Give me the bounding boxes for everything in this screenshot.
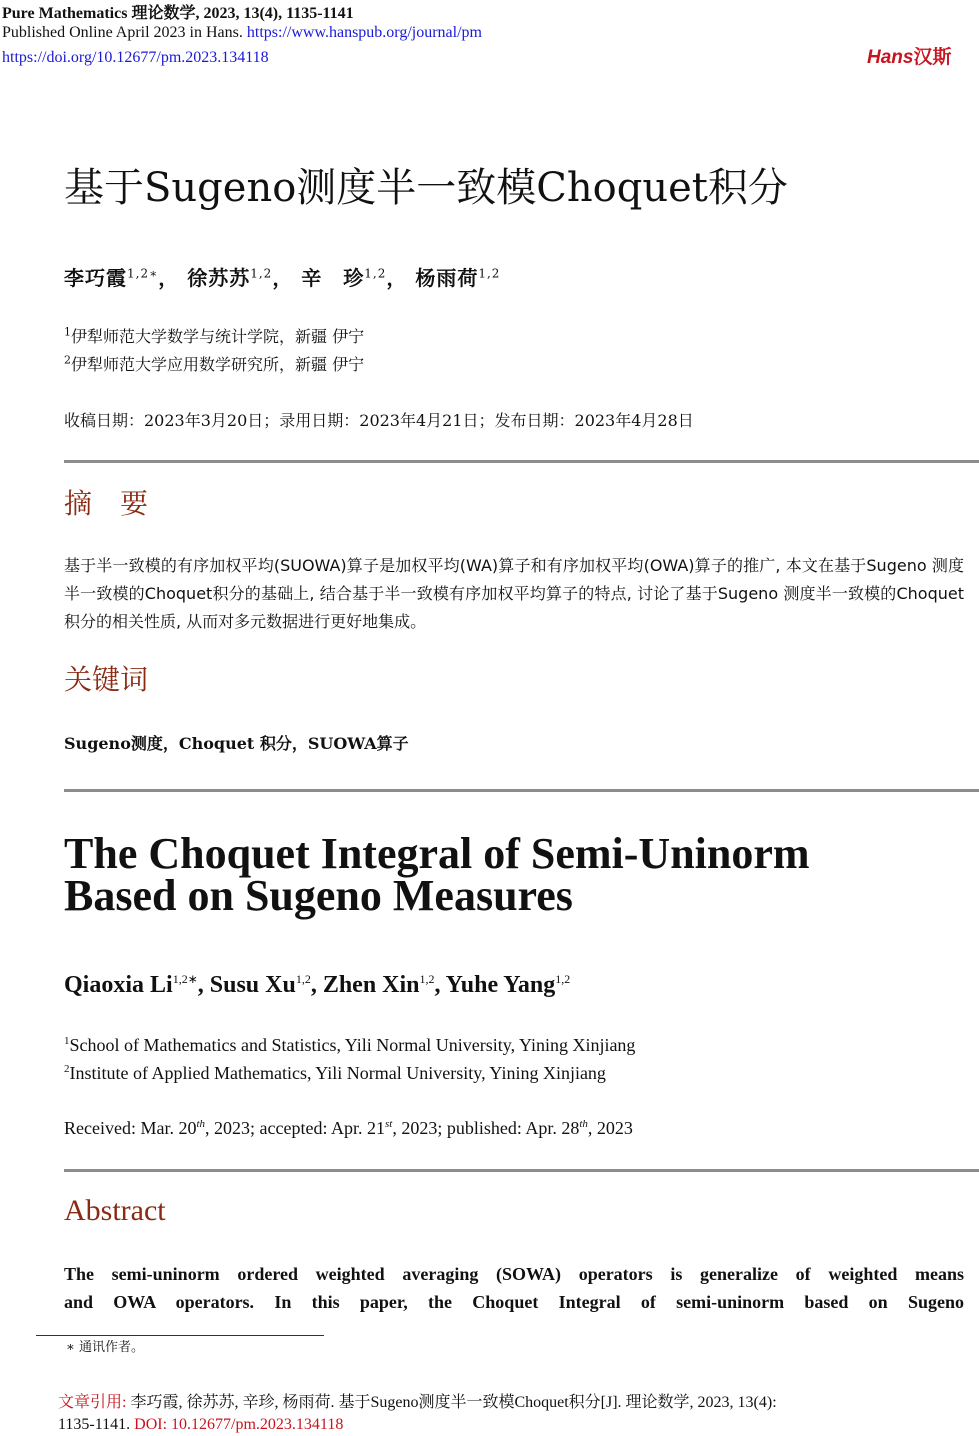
divider [64,789,979,792]
en-author-4-sup: 1,2 [555,972,571,986]
footnote: ∗ 通讯作者。 [66,1340,144,1355]
en-aff-1-text: School of Mathematics and Statistics, Yili Normal University, Yining Xinjiang [69,1035,636,1055]
en-abstract-line-2: and OWA operators. In this paper, the Choquet Integral of semi-uninorm based on Sugeno [64,1292,964,1312]
citation [58,1392,938,1436]
journal-header: Pure Mathematics 理论数学, 2023, 13(4), 1135-1141 [2,5,354,22]
doi-link[interactable]: https://doi.org/10.12677/pm.2023.134118 [2,49,269,66]
cn-dates: 收稿日期：2023年3月20日；录用日期：2023年4月21日；发布日期：2023年4月28日 [64,411,694,430]
cn-abstract-text: 基于半一致模的有序加权平均(SUOWA)算子是加权平均(WA)算子和有序加权平均(OWA)算子的推广, 本文在基于Sugeno 测度半一致模的Choquet积分的基础上, 结合基于半一致模有序加权平均算子的特点, 讨论了基于Sugeno 测度半一致模的Choquet积分的相关性质, 从而对多元数据进行更好地集成。 [64,556,964,631]
cn-author-1: 李巧霞 [64,266,127,290]
logo-cn: 汉斯 [913,47,952,68]
en-affiliation-2 [64,1063,606,1084]
cn-keywords-heading: 关键词 [64,663,149,696]
cn-author-1-sup: 1,2∗ [127,266,159,281]
published-line [2,24,482,42]
divider [64,460,979,463]
cn-author-3: 辛 珍 [301,266,365,290]
en-title [64,829,964,920]
divider [64,1169,979,1172]
en-aff-2-sup: 2 [64,1063,70,1075]
en-author-3-sup: 1,2 [419,972,435,986]
en-author-3: Zhen Xin [322,972,420,998]
en-abstract-text [64,1260,964,1316]
cn-affiliation-1 [64,324,364,347]
cn-author-4-sup: 1,2 [478,266,501,281]
en-title-line-1: The Choquet Integral of Semi-Uninorm [64,829,810,878]
cn-aff-2-sup: 2 [64,353,71,367]
cn-affiliation-2 [64,352,364,375]
citation-doi-link[interactable]: DOI: 10.12677/pm.2023.134118 [134,1416,344,1433]
en-affiliation-1 [64,1035,635,1056]
citation-text: 李巧霞, 徐苏苏, 辛珍, 杨雨荷. 基于Sugeno测度半一致模Choquet积分[J]. 理论数学, 2023, 13(4): [130,1394,777,1411]
cn-author-2: 徐苏苏 [187,266,251,290]
en-aff-1-sup: 1 [64,1035,70,1047]
citation-pages: 1135-1141. [58,1416,135,1433]
cn-author-3-sup: 1,2 [364,266,387,281]
en-abstract-heading: Abstract [64,1194,166,1227]
cn-keywords: Sugeno测度，Choquet 积分，SUOWA算子 [64,734,409,753]
cn-aff-1-sup: 1 [64,325,71,339]
published-prefix: Published Online April 2023 in Hans. [2,24,247,41]
cn-aff-2-text: 伊犁师范大学应用数学研究所，新疆 伊宁 [71,355,365,374]
hans-logo [867,42,951,69]
cn-title: 基于Sugeno测度半一致模Choquet积分 [64,165,788,211]
cn-abstract-heading: 摘 要 [64,487,149,520]
en-dates: Received: Mar. 20th, 2023; accepted: Apr. 21st, 2023; published: Apr. 28th, 2023 [64,1118,633,1138]
cn-author-2-sup: 1,2 [250,266,273,281]
en-author-4: Yuhe Yang [445,972,556,998]
cn-authors: 李巧霞$^{1,2∗}$， 徐苏苏$^{1,2}$， 辛 珍$^{1,2}$， 杨雨荷$^{1,2}$ [64,266,501,290]
journal-link[interactable]: https://www.hanspub.org/journal/pm [246,24,482,41]
en-author-2-sup: 1,2 [295,972,311,986]
en-author-1-sup: 1,2∗ [172,972,198,986]
en-aff-2-text: Institute of Applied Mathematics, Yili Normal University, Yining Xinjiang [69,1063,606,1083]
logo-latin: Hans [867,47,914,68]
cn-author-4: 杨雨荷 [415,266,479,290]
en-title-line-2: Based on Sugeno Measures [64,871,573,920]
en-author-2: Susu Xu [209,972,296,998]
en-authors: Qiaoxia $Li^{1,2∗}$, Susu Xu$^{1,2}$, Zhen Xin$^{1,2}$, Yuhe Yang$^{1,2}$ [64,972,571,998]
en-author-1: Qiaoxia Li [64,972,173,998]
citation-label: 文章引用: [58,1394,131,1411]
en-abstract-line-1: The semi-uninorm ordered weighted averaging (SOWA) operators is generalize of weighted means [64,1264,964,1284]
cn-aff-1-text: 伊犁师范大学数学与统计学院，新疆 伊宁 [71,327,365,346]
